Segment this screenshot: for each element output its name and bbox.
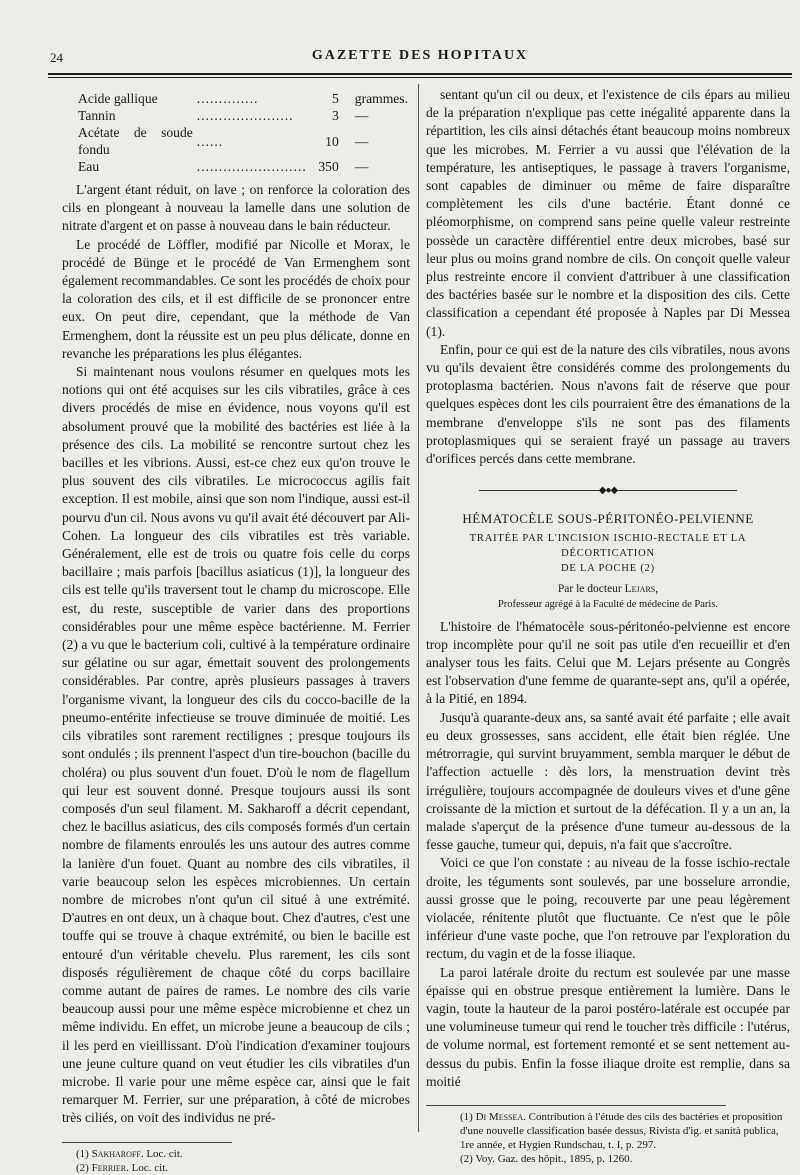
paragraph: La paroi latérale droite du rectum est soulevée par une masse épaisse qui en obstrue presque entièrement la lumière. Dans le vagin, toute la hauteur de la paroi postéro-latérale est occupée par une volumineuse tumeur qui rend le toucher très difficile : l'utérus, de volume normal, est fortement remonté et se sent nettement au-dessus du pubis. Enfin la fosse iliaque droite est remplie, dans sa moitié <box>426 964 790 1089</box>
recipe-unit: — <box>354 159 369 174</box>
left-footnotes <box>62 1147 410 1175</box>
footnote-author: Di Messea. <box>475 1110 526 1123</box>
footnote-rule <box>426 1105 726 1106</box>
footnote-author: Ferrier. <box>91 1161 129 1174</box>
article-title: HÉMATOCÈLE SOUS-PÉRITONÉO-PELVIENNE <box>462 511 754 527</box>
recipe-unit: — <box>354 108 369 123</box>
footnote-text: Loc. cit. <box>128 1161 169 1174</box>
paragraph: L'histoire de l'hématocèle sous-péritonéo-pelvienne est encore trop incomplète pour qu'il ne soit pas utile d'en recueillir et d'en analyser tous les faits. Celui que M. Lejars présente au Congrès est l'observation d'une femme de quarante-sept ans, qu'il a opérée, à la Pitié, en 1894. <box>426 618 790 707</box>
recipe-row <box>76 90 410 107</box>
left-text <box>62 181 410 1128</box>
recipe-unit: — <box>354 133 369 149</box>
right-column <box>426 86 790 1166</box>
footnote-mark: (1) <box>460 1110 473 1123</box>
paragraph: Voici ce que l'on constate : au niveau de la fosse ischio-rectale droite, les téguments sont soulevés, par une bosselure arrondie, aussi grosse que le poing, recouverte par une peau légèrement violacée, rénitente plutôt que fluctuante. Ce n'est que le pôle inférieur d'une vaste poche, que l'on retrouve par l'exploration du rectum, du vagin et de la fosse iliaque. <box>426 855 790 962</box>
footnote-mark: (2) <box>76 1161 89 1174</box>
footnote <box>460 1110 790 1152</box>
recipe-dots: ...................... <box>196 108 294 123</box>
left-column <box>62 86 410 1175</box>
paragraph: Si maintenant nous voulons résumer en quelques mots les notions qui ont été acquises sur les cils vibratiles, grâce à ces divers procédés de mise en évidence, nous voyons qu'il est absolument prouvé que la mobilité des bactéries est liée à la présence des cils. La mobilité se rencontre surtout chez les bacilles et les vibrions. Aussi, est-ce chez eux qu'on trouve le plus souvent des cils vibratiles. Le micrococcus agilis fait exception. Il est mobile, ainsi que son nom l'indique, aussi est-il pourvu d'un cil. Nous avons vu qu'il avait été découvert par Ali-Cohen. La longueur des cils vibratiles est très variable. Généralement, elle est de trois ou quatre fois celle du corps bacillaire ; mais parfois [bacillus asiaticus (1)], la longueur des cils est telle qu'ils traversent tout le champ du microscope. Elle est, du reste, susceptible de varier dans des proportions considérables pour une même espèce bactérienne. M. Ferrier (2) a vu que le bacterium coli, cultivé à la température ordinaire sur gélatine ou sur agar, émettait souvent des prolongements considérables. Par contre, après plusieurs passages à travers l'organisme vivant, la longueur des cils du cocco-bacille de la pneumo-entérite infectieuse se trouve diminuée de moitié. Les cils vibratiles sont rarement rectilignes ; presque toujours ils sont ondulés ; ils prennent l'aspect d'un tire-bouchon (bacille du choléra) ou plus souvent d'un fouet. D'où le nom de flagellum qui leur est souvent donné. Presque toujours aussi ils sont composés d'un seul filament. M. Sakharoff a décrit cependant, chez le bacillus asiaticus, des cils composés formés d'un certain nombre de filaments enroulés les uns autour des autres comme la lanière d'un fouet. Quant au nombre des cils vibratiles, il varie beaucoup selon les espèces microbiennes. Un certain nombre de microbes n'ont qu'un cil situé à une extrémité. D'autres en ont deux, un à chaque bout. Chez d'autres, c'est une touffe qui se trouve à chaque extrémité, ou bien le bacille est entouré d'un véritable chevelu. Plus rarement, les cils sont disposés régulièrement de chaque côté du corps bacillaire comme autant de paires de rames. Le nombre des cils varie beaucoup aussi pour une même espèce microbienne et chez un même individu. En effet, un microbe jeune a beaucoup de cils ; il les perd en vieillissant. D'où l'indication d'examiner toujours une jeune culture quand on veut étudier les cils vibratiles d'un microbe. Il varie pour une même espèce car, ainsi que le fait remarquer M. Ferrier, sur une préparation, à côté de microbes très ciliés, on voit des individus ne pré- <box>62 364 410 1126</box>
page-header <box>50 48 790 70</box>
article-byline: Par le docteur Lejars, <box>557 582 659 595</box>
recipe-row <box>76 124 410 158</box>
footnote-mark: (1) <box>76 1147 89 1160</box>
footnote-mark: (2) <box>460 1152 473 1165</box>
recipe-dots: ...... <box>196 133 224 149</box>
recipe-row <box>76 107 410 124</box>
recipe-row <box>76 158 410 175</box>
recipe-quantity: 350 <box>318 159 339 174</box>
section-separator: ◆●◆ <box>426 482 790 500</box>
right-footnotes <box>426 1110 790 1166</box>
recipe-dots: .............. <box>196 91 259 106</box>
footnote <box>76 1147 410 1161</box>
footnote-text: Contribution à l'étude des cils des bactéries et proposition d'une nouvelle classification basée dessus, Rivista d'ig. et sanità publica, 1re année, et Hygien Rundschau, t. I, p. 297. <box>460 1110 783 1151</box>
page-number: 24 <box>50 50 63 65</box>
footnote-text: Voy. Gaz. des hôpit., 1895, p. 1260. <box>475 1152 633 1165</box>
header-rule <box>48 73 792 75</box>
article-subtitle: TRAITÉE PAR L'INCISION ISCHIO-RECTALE ET LA DÉCORTICATION <box>469 532 747 559</box>
recipe-quantity: 3 <box>331 108 339 123</box>
column-divider <box>418 84 419 1132</box>
author-affiliation: Professeur agrégé à la Faculté de médecine de Paris. <box>497 598 719 610</box>
recipe-quantity: 10 <box>325 133 339 149</box>
paragraph: Enfin, pour ce qui est de la nature des cils vibratiles, nous avons vu qu'ils devaient être considérés comme des prolongements du protoplasma bactérien. Nous n'avons fait de réserve que pour quelques espèces dont les cils pourraient être des émanations de la membrane d'enveloppe s'ils ne sont pas des filaments protoplasmiques qui se seraient frayé un passage au travers d'orifices percés dans cette membrane. <box>426 341 790 467</box>
footnote-author: Sakharoff. <box>91 1147 144 1160</box>
right-text-bottom <box>426 618 790 1091</box>
header-rule-thin <box>48 77 792 78</box>
article-subtitle-2: DE LA POCHE (2) <box>561 562 655 574</box>
footnote-rule <box>62 1142 232 1143</box>
recipe-unit: grammes. <box>354 91 408 106</box>
footnote <box>460 1152 790 1166</box>
recipe-ingredient: Acétate de soude fondu <box>78 125 193 157</box>
recipe-ingredient: Tannin <box>78 108 116 123</box>
paragraph: Jusqu'à quarante-deux ans, sa santé avait été parfaite ; elle avait eu deux grossesses, sans accident, elle était bien réglée. Une métrorragie, qui survint bruyamment, sembla marquer le début de l'affection actuelle : dès lors, la menstruation devint très irrégulière, toujours accompagnée de douleurs vives et d'une gêne croissante de la miction et surtout de la défécation. Il y a un an, la malade s'aperçut de la présence d'une tumeur au-dessous de la fesse gauche, tumeur qui, depuis, n'a fait que s'accroître. <box>426 709 790 853</box>
paragraph: sentant qu'un cil ou deux, et l'existence de cils épars au milieu de la préparation n'explique pas cette inégalité apparente dans la répartition, les cils ainsi détachés étant beaucoup moins nombreux que les microbes. M. Ferrier a vu aussi que l'élévation de la température, les antiseptiques, le passage à travers l'organisme, sont capables de diminuer ou même de faire disparaître complètement les cils d'une bactérie. Étant donné ce pléomorphisme, on comprend sans peine quelle valeur restreinte possède un caractère différentiel entre deux microbes, basé sur leur plus ou moins grand nombre de cils. On conçoit quelle valeur plus restreinte encore il convient d'attribuer à une classification des bactéries basée sur le nombre et la disposition des cils. Cette classification a cependant été proposée à Naples par Di Messea (1). <box>426 87 790 339</box>
paragraph: Le procédé de Löffler, modifié par Nicolle et Morax, le procédé de Bünge et le procédé de Van Ermenghem sont également recommandables. Ce sont les procédés de choix pour la coloration des cils, et il est difficile de se prononcer entre eux. On peut dire, cependant, que la méthode de Van Ermenghem, dont la réussite est un peu plus délicate, donne en revanche les préparations les plus élégantes. <box>62 236 410 361</box>
recipe-ingredient: Eau <box>78 159 100 174</box>
recipe-dots: ......................... <box>196 159 307 174</box>
paragraph: L'argent étant réduit, on lave ; on renforce la coloration des cils en plongeant à nouveau la lamelle dans une solution de nitrate d'argent et on passe à nouveau dans le bain réducteur. <box>62 182 410 234</box>
author-name: Lejars, <box>624 582 659 595</box>
right-text-top <box>426 86 790 468</box>
recipe-table <box>76 90 410 175</box>
recipe-ingredient: Acide gallique <box>78 91 158 106</box>
journal-title: GAZETTE DES HOPITAUX <box>311 48 529 63</box>
footnote-text: Loc. cit. <box>143 1147 183 1160</box>
footnote <box>76 1161 410 1175</box>
recipe-quantity: 5 <box>331 91 339 106</box>
